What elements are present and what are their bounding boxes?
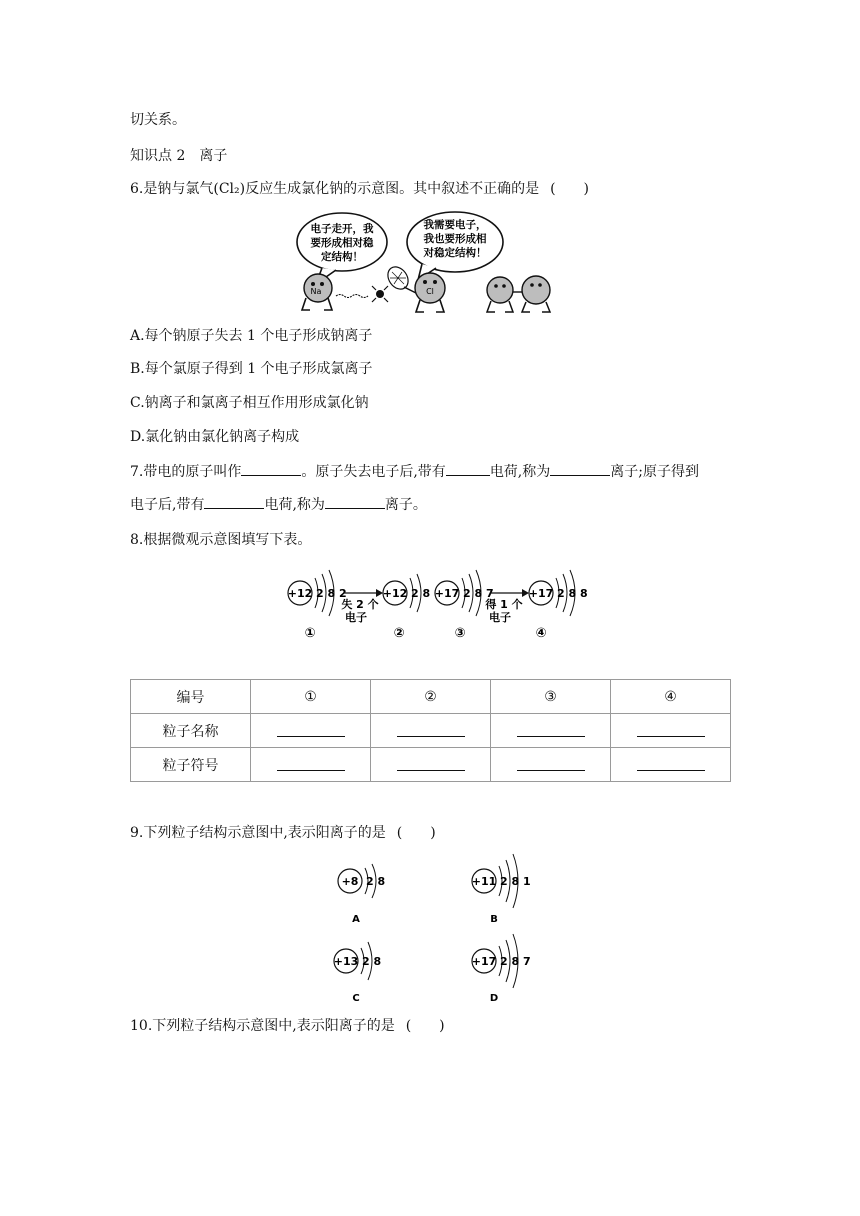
svg-text:2 8: 2 8 (411, 587, 431, 600)
cl-atom-character (415, 273, 445, 312)
q7-line1: 7.带电的原子叫作 。原子失去电子后,带有 电荷,称为 离子;原子得到 (130, 461, 699, 482)
svg-text:2 8: 2 8 (362, 955, 382, 968)
q7-blank-5[interactable] (325, 494, 385, 509)
q6-option-b[interactable]: B.每个氯原子得到 1 个电子形成氯离子 (130, 361, 373, 377)
q9-choice-d[interactable] (472, 934, 531, 1004)
q6-bubble-right-line3: 对稳定结构！ (423, 247, 487, 259)
q9-choice-a[interactable] (338, 864, 385, 925)
q6-cartoon (292, 210, 570, 318)
q6-bubble-left-line3: 定结构！ (321, 251, 363, 263)
table-header-cell: ④ (611, 680, 731, 714)
q6-bubble-right-line1: 我需要电子， (423, 219, 487, 231)
q7-blank-2[interactable] (446, 461, 490, 476)
answer-cell[interactable] (491, 714, 611, 748)
svg-text:2 8 7: 2 8 7 (500, 955, 531, 968)
svg-text:失 2 个: 失 2 个 (341, 598, 379, 611)
svg-text:+13: +13 (333, 955, 359, 968)
q6-option-d[interactable]: D.氯化钠由氯化钠离子构成 (130, 429, 300, 445)
q6-option-a[interactable]: A.每个钠原子失去 1 个电子形成钠离子 (130, 328, 373, 344)
svg-text:电子: 电子 (345, 611, 367, 624)
q7-blank-1[interactable] (241, 461, 301, 476)
svg-text:2 8 1: 2 8 1 (500, 875, 531, 888)
table-row (131, 748, 731, 782)
electron-character (372, 286, 388, 302)
svg-text:③: ③ (454, 626, 466, 641)
q6-stem (130, 179, 596, 199)
q8-answer-table (130, 679, 731, 782)
q9-stem: 9.下列粒子结构示意图中,表示阳离子的是 ( ) (130, 823, 442, 843)
q9-choice-c[interactable] (334, 942, 381, 1004)
answer-cell[interactable] (611, 748, 731, 782)
row-label-particle-symbol: 粒子符号 (131, 748, 251, 782)
cl-ion-character (522, 276, 550, 312)
butterfly-net (384, 263, 418, 294)
q6-answer-paren[interactable]: ( ) (550, 181, 590, 197)
q6-bubble-left-line2: 要形成相对稳 (310, 237, 374, 249)
intro-tail: 切关系。 (130, 112, 186, 128)
answer-cell[interactable] (491, 748, 611, 782)
q10-stem: 10.下列粒子结构示意图中,表示阳离子的是 ( ) (130, 1016, 451, 1036)
svg-text:+17: +17 (434, 587, 460, 600)
answer-cell[interactable] (371, 714, 491, 748)
svg-text:+12: +12 (287, 587, 313, 600)
na-ion-character (487, 277, 513, 312)
answer-cell[interactable] (251, 714, 371, 748)
svg-text:+12: +12 (382, 587, 408, 600)
q7-line2: 电子后,带有 电荷,称为 离子。 (130, 494, 427, 515)
svg-text:2 8: 2 8 (366, 875, 386, 888)
svg-text:A: A (352, 914, 360, 925)
q9-choice-b[interactable] (472, 854, 531, 925)
q7-blank-4[interactable] (204, 494, 264, 509)
svg-text:2 8 7: 2 8 7 (463, 587, 494, 600)
table-header-cell: 编号 (131, 680, 251, 714)
q9-answer-paren[interactable]: ( ) (396, 825, 436, 841)
svg-text:Na: Na (310, 287, 322, 296)
svg-text:2 8 2: 2 8 2 (316, 587, 347, 600)
svg-text:D: D (489, 993, 499, 1004)
na-atom-character (302, 274, 332, 310)
q10-answer-paren[interactable]: ( ) (405, 1018, 445, 1034)
svg-text:②: ② (393, 626, 405, 641)
q9-choices-diagram (330, 850, 540, 1006)
q6-option-c[interactable]: C.钠离子和氯离子相互作用形成氯化钠 (130, 395, 369, 411)
svg-text:C: C (352, 993, 360, 1004)
q6-bubble-left-line1: 电子走开，我 (310, 223, 374, 235)
svg-text:①: ① (304, 626, 316, 641)
table-header-cell: ① (251, 680, 371, 714)
svg-text:+11: +11 (471, 875, 497, 888)
table-row (131, 714, 731, 748)
answer-cell[interactable] (611, 714, 731, 748)
section-heading: 知识点 2 离子 (130, 148, 228, 164)
q6-bubble-right-line2: 我也要形成相 (423, 233, 487, 245)
svg-text:+17: +17 (528, 587, 554, 600)
table-header-row (131, 680, 731, 714)
q7-blank-3[interactable] (550, 461, 610, 476)
answer-cell[interactable] (251, 748, 371, 782)
svg-text:Cl: Cl (426, 287, 434, 296)
row-label-particle-name: 粒子名称 (131, 714, 251, 748)
svg-text:B: B (490, 914, 498, 925)
svg-text:+17: +17 (471, 955, 497, 968)
q8-ion-formation-diagram (282, 562, 588, 642)
table-header-cell: ② (371, 680, 491, 714)
svg-text:电子: 电子 (489, 611, 511, 624)
q6-stem-text: 6.是钠与氯气(Cl₂)反应生成氯化钠的示意图。其中叙述不正确的是 (130, 181, 540, 197)
q8-stem: 8.根据微观示意图填写下表。 (130, 532, 312, 548)
svg-text:得 1 个: 得 1 个 (485, 598, 523, 611)
table-header-cell: ③ (491, 680, 611, 714)
answer-cell[interactable] (371, 748, 491, 782)
svg-text:2 8 8: 2 8 8 (557, 587, 588, 600)
svg-text:④: ④ (535, 626, 547, 641)
svg-text:+8: +8 (341, 875, 359, 888)
